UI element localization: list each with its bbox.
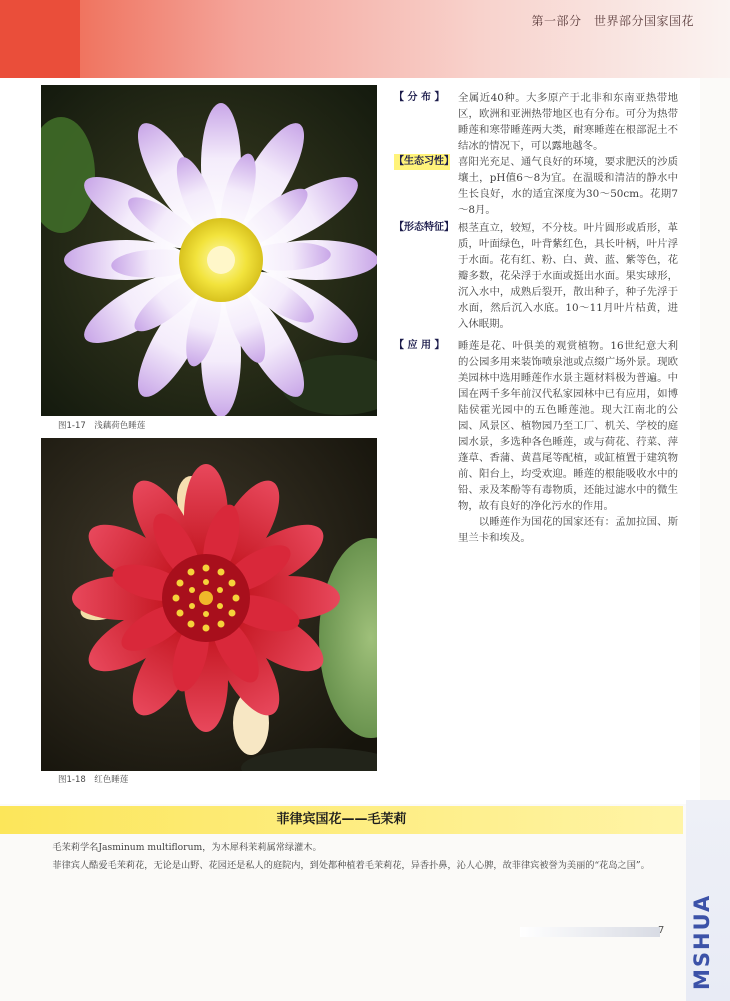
- section-text-morphology: 根茎直立，较短，不分枝。叶片圆形或盾形，革质，叶面绿色，叶背紫红色，具长叶柄，叶片浮于水面。花有红、粉、白、黄、蓝、紫等色，花瓣多数，花朵浮于水面或挺出水面。果实球形，沉入水中，成熟后裂开，散出种子，种子先浮于水面，然后沉入水底。10～11月叶片枯黄，进入休眠期。: [458, 222, 678, 330]
- section-label-application: 【 应 用 】: [394, 340, 445, 351]
- photo-lilac-water-lily: [41, 85, 377, 416]
- section-label-distribution: 【 分 布 】: [394, 92, 445, 103]
- intro-paragraph-1-text: 毛茉莉学名Jasminum multiflorum，为木犀科茉莉属常绿灌木。: [52, 842, 322, 853]
- application-note: 以睡莲作为国花的国家还有：孟加拉国、斯里兰卡和埃及。: [458, 516, 678, 544]
- section-label-morphology: 【形态特征】: [394, 222, 454, 233]
- section-text-ecology: 喜阳光充足、通气良好的环境，要求肥沃的沙质壤土，pH值6～8为宜。在温暖和清洁的静水中生长良好，水的适宜深度为30～50cm。花期7～8月。: [458, 156, 678, 216]
- section-text-application: [458, 338, 678, 546]
- section-ecology: [394, 154, 686, 220]
- intro-paragraph-2-text: 菲律宾人酷爱毛茉莉花，无论是山野、花园还是私人的庭院内，到处都种植着毛茉莉花，异香扑鼻，沁人心脾，故菲律宾被誉为美丽的“花岛之国”。: [52, 860, 650, 871]
- section-text-distribution: 全属近40种。大多原产于北非和东南亚热带地区，欧洲和亚洲热带地区也有分布。可分为热带睡莲和寒带睡莲两大类，耐寒睡莲在根部泥土不结冰的情况下，可以露地越冬。: [458, 92, 678, 152]
- running-header: 第一部分 世界部分国家国花: [531, 14, 694, 28]
- header-accent-block: [0, 0, 80, 78]
- watermark-text: MSHUA: [690, 893, 714, 990]
- figure-caption-2: 图1-18 红色睡莲: [58, 775, 129, 785]
- section-banner-title: 菲律宾国花——毛茉莉: [276, 812, 407, 827]
- intro-paragraph-1: [34, 840, 674, 856]
- section-distribution: [394, 90, 686, 154]
- figure-caption-1: 图1-17 浅藕荷色睡莲: [58, 421, 146, 431]
- section-application: [394, 338, 686, 578]
- photo-red-water-lily: [41, 438, 377, 771]
- page-number-bar: [520, 927, 660, 937]
- application-paragraph: 睡莲是花、叶俱美的观赏植物。16世纪意大利的公园多用来装饰喷泉池或点缀广场外景。现欧美园林中选用睡莲作水景主题材料极为普遍。中国在两千多年前汉代私家园林中已有应用，如博陆侯霍光园中的五色睡莲池。现大江南北的公园、风景区、植物园乃至工厂、机关、学校的庭园水景，多选种各色睡莲，或与荷花、荇菜、萍蓬草、香蒲、黄菖尾等配植，或缸植置于建筑物前、阳台上，均受欢迎。睡莲的根能吸收水中的铅、汞及苯酚等有毒物质，还能过滤水中的微生物，故有良好的净化污水的作用。: [458, 340, 678, 512]
- intro-paragraph-2: [34, 858, 674, 874]
- page-number: 7: [658, 925, 665, 936]
- section-label-ecology: 【生态习性】: [394, 154, 450, 170]
- section-morphology: [394, 220, 686, 338]
